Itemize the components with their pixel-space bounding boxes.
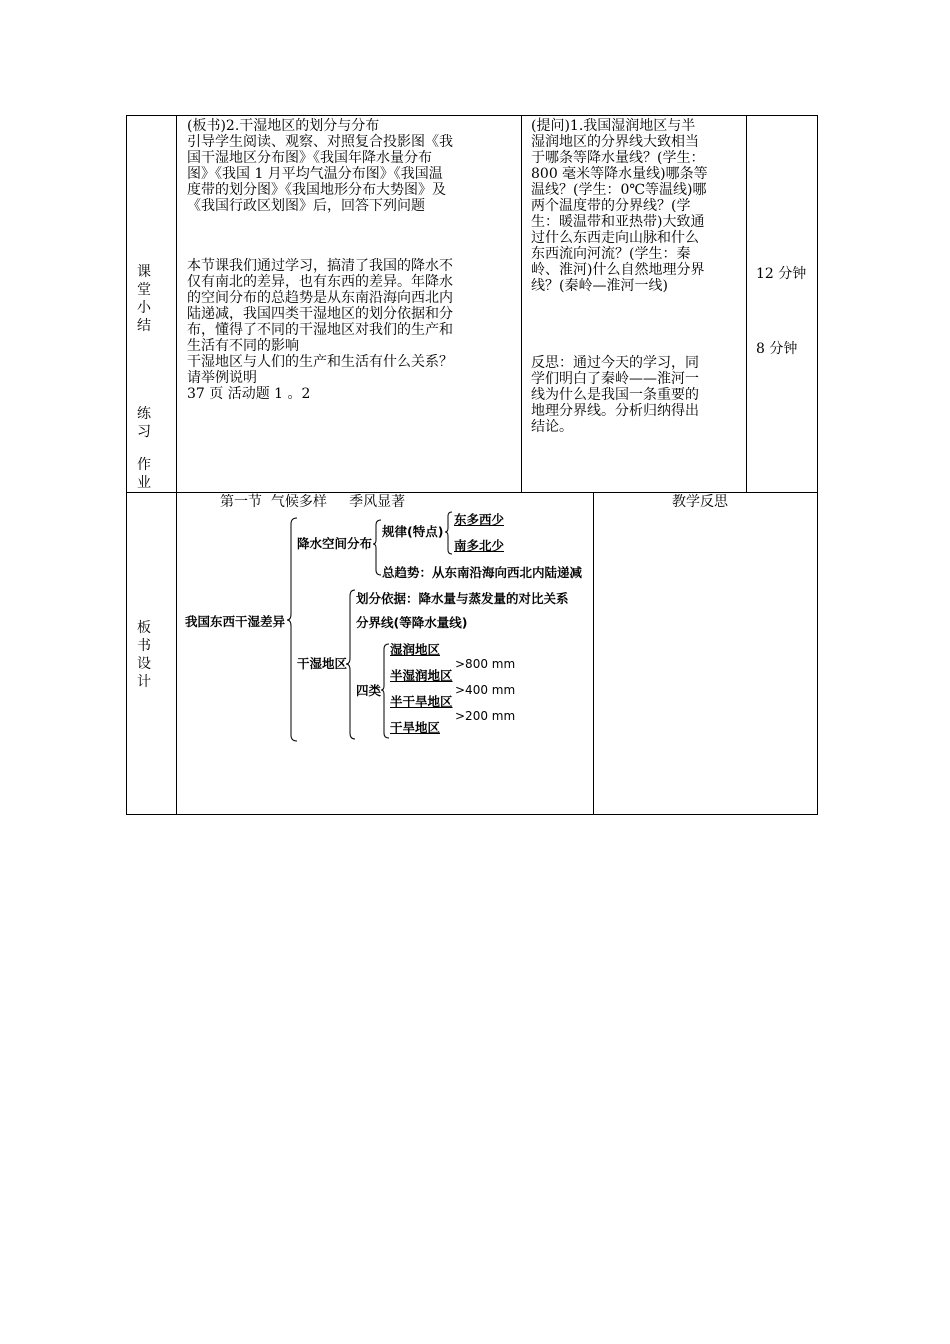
diagram-region-arid: 干旱地区 (390, 720, 441, 735)
row1-divider-1 (176, 115, 177, 493)
diagram-branch-precip: 降水空间分布 (297, 536, 373, 551)
diagram-threshold-800: >800 mm (455, 657, 516, 671)
diagram-threshold-400: >400 mm (455, 683, 516, 697)
diagram-rule-south-north: 南多北少 (454, 538, 505, 553)
label-board-design: 板 书 设 计 (137, 620, 151, 690)
label-practice: 练 习 (137, 406, 151, 440)
diagram-region-semi-arid: 半干旱地区 (390, 694, 453, 709)
col3-reflection-text: 反思：通过今天的学习，同 学们明白了秦岭——淮河一 线为什么是我国一条重要的 地理分界线。分析归纳得出 结论。 (531, 355, 699, 435)
diagram-threshold-200: >200 mm (455, 709, 516, 723)
time-8-min: 8 分钟 (756, 341, 798, 357)
diagram-rule: 规律(特点) (382, 524, 444, 539)
label-homework: 作 业 (137, 457, 151, 491)
diagram-four-types: 四类 (356, 683, 382, 698)
diagram-region-humid: 湿润地区 (390, 642, 441, 657)
diagram-boundary: 分界线(等降水量线) (356, 615, 468, 630)
diagram-basis: 划分依据：降水量与蒸发量的对比关系 (356, 591, 569, 606)
col3-question-text: (提问)1.我国湿润地区与半 湿润地区的分界线大致相当 于哪条等降水量线？(学生： 800 毫米等降水量线)哪条等 温线？(学生：0℃等温线)哪 两个温度带的分界线？(学 生：暖温带和亚热带)大致通 过什么东西走向山脉和什么 东西流向河流？(学生：秦 岭、淮河)什么自然地理分界 线？(秦岭—淮河一线) (531, 118, 708, 294)
diagram-branch-dry-wet: 干湿地区 (297, 656, 348, 671)
board-title: 第一节 气候多样 季风显著 (220, 494, 406, 510)
row1-divider-3 (746, 115, 747, 493)
row2-divider-1 (176, 492, 177, 815)
diagram-region-semi-humid: 半湿润地区 (390, 668, 453, 683)
diagram-rule-east-west: 东多西少 (454, 512, 505, 527)
col2-summary-text: 本节课我们通过学习，搞清了我国的降水不 仅有南北的差异，也有东西的差异。年降水 的空间分布的总趋势是从东南沿海向西北内 陆递减，我国四类干湿地区的划分依据和分 布，懂得了不同的干湿地区对我们的生产和 生活有不同的影响 干湿地区与人们的生产和生活有什么关系？ 请举例说明 37 页 活动题 1 。2 (187, 258, 453, 402)
diagram-root: 我国东西干湿差异 (185, 614, 286, 629)
row1-divider-2 (521, 115, 522, 493)
diagram-trend: 总趋势：从东南沿海向西北内陆递减 (382, 565, 583, 580)
col2-board-text: (板书)2.干湿地区的划分与分布 引导学生阅读、观察、对照复合投影图《我 国干湿地区分布图》《我国年降水量分布 图》《我国 1 月平均气温分布图》《我国温 度带的划分图》《我国地形分布大势图》及 《我国行政区划图》后，回答下列问题 (187, 118, 453, 214)
row2-divider-2 (593, 492, 594, 815)
label-summary: 课 堂 小 结 (137, 264, 151, 334)
time-12-min: 12 分钟 (756, 266, 807, 282)
teaching-reflection-heading: 教学反思 (672, 494, 728, 510)
